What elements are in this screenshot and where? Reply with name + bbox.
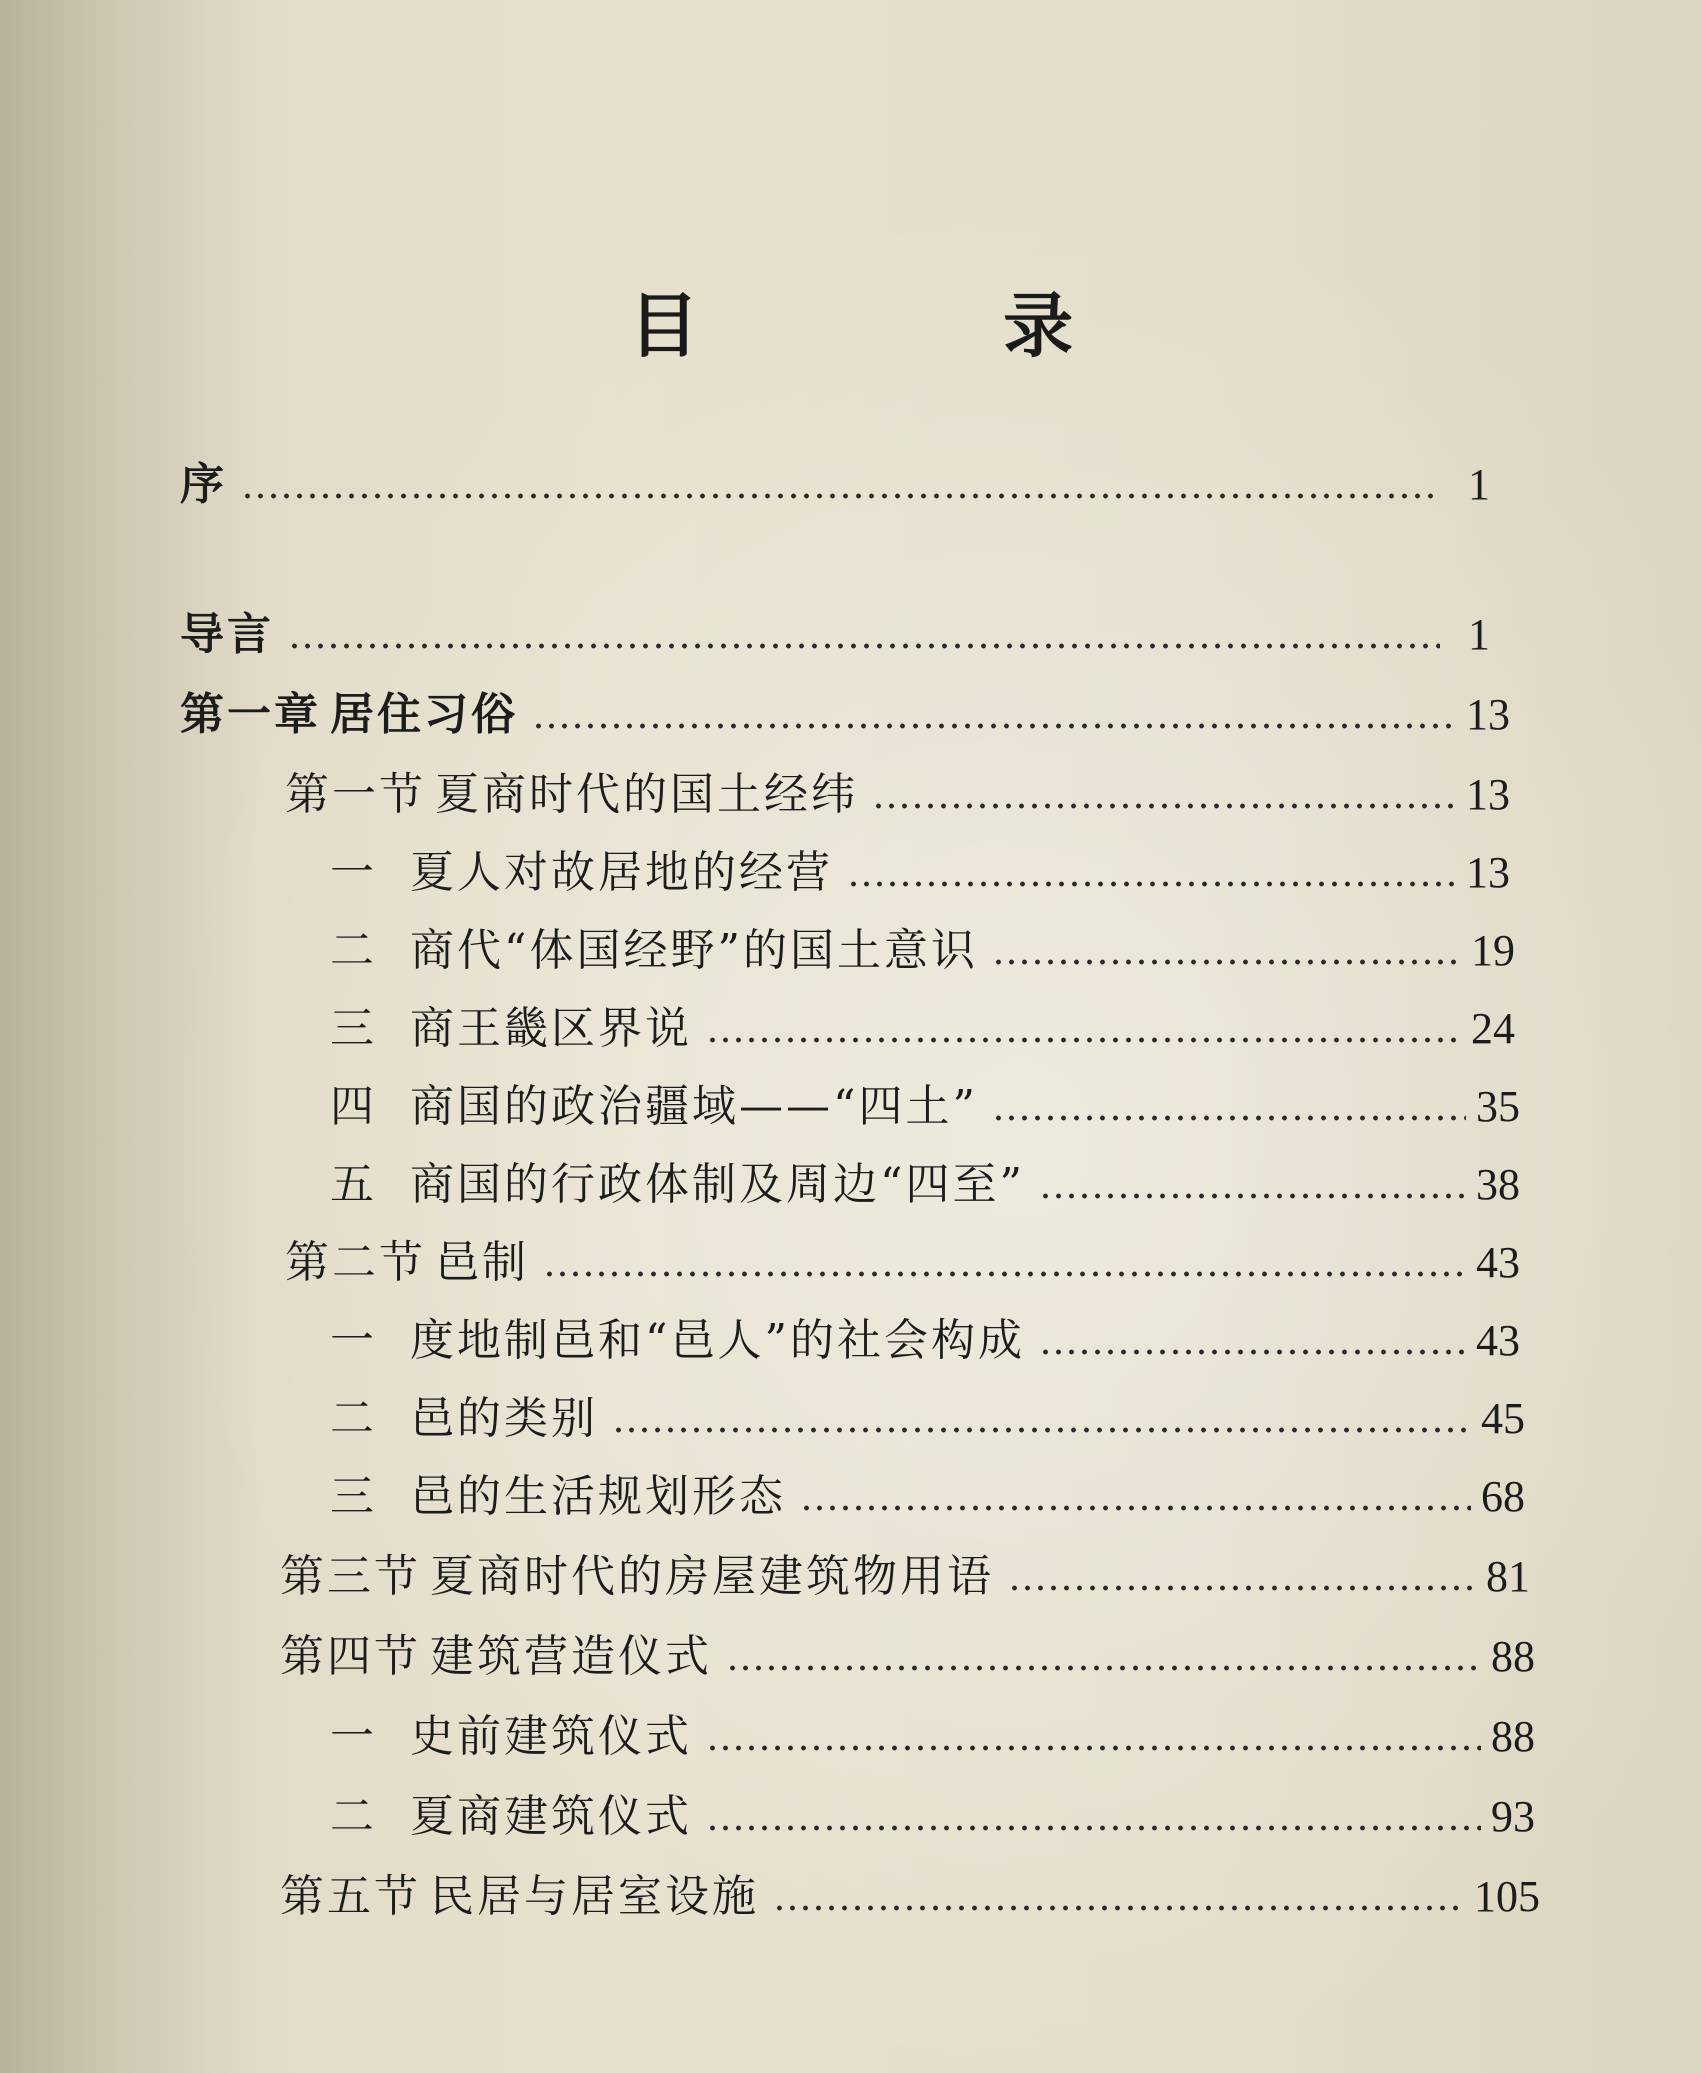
toc-page-number: 43 [1476,1316,1520,1365]
toc-page-number: 88 [1491,1632,1535,1681]
toc-page-number: 81 [1486,1552,1530,1601]
toc-entry-label [280,1627,712,1687]
toc-page-number: 88 [1491,1712,1535,1761]
subsection-title: 夏商建筑仪式 [410,1791,692,1842]
subsection-title: 邑的类别 [410,1393,598,1444]
toc-entry-label [330,921,978,981]
dot-leader [726,1663,1481,1673]
toc-entry-section[interactable] [285,765,1510,825]
toc-entry-preface[interactable] [180,455,1490,515]
toc-entry-label [330,1787,692,1847]
dot-leader [800,1503,1471,1513]
chapter-number: 第一章 [180,689,321,740]
section-title: 民居与居室设施 [430,1871,759,1922]
subsection-title: 史前建筑仪式 [410,1711,692,1762]
toc-page-number: 1 [1468,610,1490,659]
section-title: 夏商时代的国土经纬 [435,769,858,820]
subsection-title: 商国的政治疆域——“四土” [410,1081,978,1132]
toc-page-number: 43 [1476,1238,1520,1287]
toc-page-number: 24 [1471,1004,1515,1053]
toc-entry-subsection[interactable] [330,921,1515,981]
subsection-number: 三 [330,1003,377,1054]
page-title: 目 录 [628,284,1214,367]
section-number: 第四节 [280,1631,421,1682]
toc-page-number: 38 [1476,1160,1520,1209]
toc-entry-section[interactable] [280,1867,1540,1927]
toc-entry-subsection[interactable] [330,1787,1535,1847]
dot-leader [543,1269,1466,1279]
toc-entry-introduction[interactable] [180,605,1490,665]
chapter-title: 居住习俗 [330,689,518,740]
toc-entry-section[interactable] [285,1233,1520,1293]
dot-leader [532,721,1456,731]
subsection-title: 商国的行政体制及周边“四至” [410,1159,1025,1210]
dot-leader [992,1113,1466,1123]
subsection-number: 一 [330,1711,377,1762]
section-title: 夏商时代的房屋建筑物用语 [430,1551,994,1602]
subsection-title: 邑的生活规划形态 [410,1471,786,1522]
toc-entry-label [280,1547,994,1607]
toc-entry-label [285,1233,529,1293]
subsection-title: 商王畿区界说 [410,1003,692,1054]
toc-entry-label: 导言 [180,609,274,660]
toc-page-number: 1 [1468,460,1490,509]
toc-page-number: 105 [1474,1872,1540,1921]
dot-leader [612,1425,1471,1435]
toc-entry-label [280,1867,759,1927]
subsection-title: 商代“体国经野”的国土意识 [410,925,978,976]
toc-entry-label [330,843,833,903]
toc-entry-subsection[interactable] [330,999,1515,1059]
section-number: 第三节 [280,1551,421,1602]
toc-page-number: 13 [1466,848,1510,897]
toc-entry-subsection[interactable] [330,1389,1525,1449]
dot-leader [706,1823,1481,1833]
subsection-number: 一 [330,1315,377,1366]
section-number: 第一节 [285,769,426,820]
subsection-number: 五 [330,1159,377,1210]
toc-entry-label: 序 [180,459,227,510]
subsection-number: 四 [330,1081,377,1132]
dot-leader [872,801,1456,811]
subsection-title: 夏人对故居地的经营 [410,847,833,898]
toc-entry-section[interactable] [280,1547,1530,1607]
dot-leader [706,1743,1481,1753]
toc-entry-label [330,1311,1025,1371]
subsection-number: 一 [330,847,377,898]
toc-entry-label [330,1389,598,1449]
toc-entry-subsection[interactable] [330,843,1510,903]
toc-entry-label [180,685,518,745]
toc-entry-label [285,765,858,825]
dot-leader [1039,1191,1466,1201]
subsection-number: 二 [330,925,377,976]
dot-leader [1039,1347,1466,1357]
toc-entry-label [330,1077,978,1137]
toc-page-number: 13 [1466,690,1510,739]
toc-page-number: 19 [1471,926,1515,975]
section-number: 第二节 [285,1237,426,1288]
subsection-number: 三 [330,1471,377,1522]
toc-entry-subsection[interactable] [330,1707,1535,1767]
subsection-title: 度地制邑和“邑人”的社会构成 [410,1315,1025,1366]
dot-leader [241,491,1440,501]
section-title: 邑制 [435,1237,529,1288]
dot-leader [288,641,1440,651]
dot-leader [847,879,1456,889]
toc-page-number: 13 [1466,770,1510,819]
dot-leader [992,957,1461,967]
dot-leader [1008,1583,1476,1593]
section-title: 建筑营造仪式 [430,1631,712,1682]
toc-page-number: 35 [1476,1082,1520,1131]
toc-entry-label [330,1707,692,1767]
toc-entry-label [330,999,692,1059]
toc-entry-label [330,1467,786,1527]
toc-page-number: 93 [1491,1792,1535,1841]
toc-entry-chapter[interactable] [180,685,1510,745]
toc-page-number: 68 [1481,1472,1525,1521]
toc-entry-section[interactable] [280,1627,1535,1687]
toc-entry-subsection[interactable] [330,1155,1520,1215]
toc-entry-subsection[interactable] [330,1311,1520,1371]
dot-leader [706,1035,1461,1045]
toc-entry-label [330,1155,1025,1215]
dot-leader [773,1903,1464,1913]
subsection-number: 二 [330,1791,377,1842]
toc-page-number: 45 [1481,1394,1525,1443]
toc-entry-subsection[interactable] [330,1467,1525,1527]
subsection-number: 二 [330,1393,377,1444]
toc-entry-subsection[interactable] [330,1077,1520,1137]
section-number: 第五节 [280,1871,421,1922]
